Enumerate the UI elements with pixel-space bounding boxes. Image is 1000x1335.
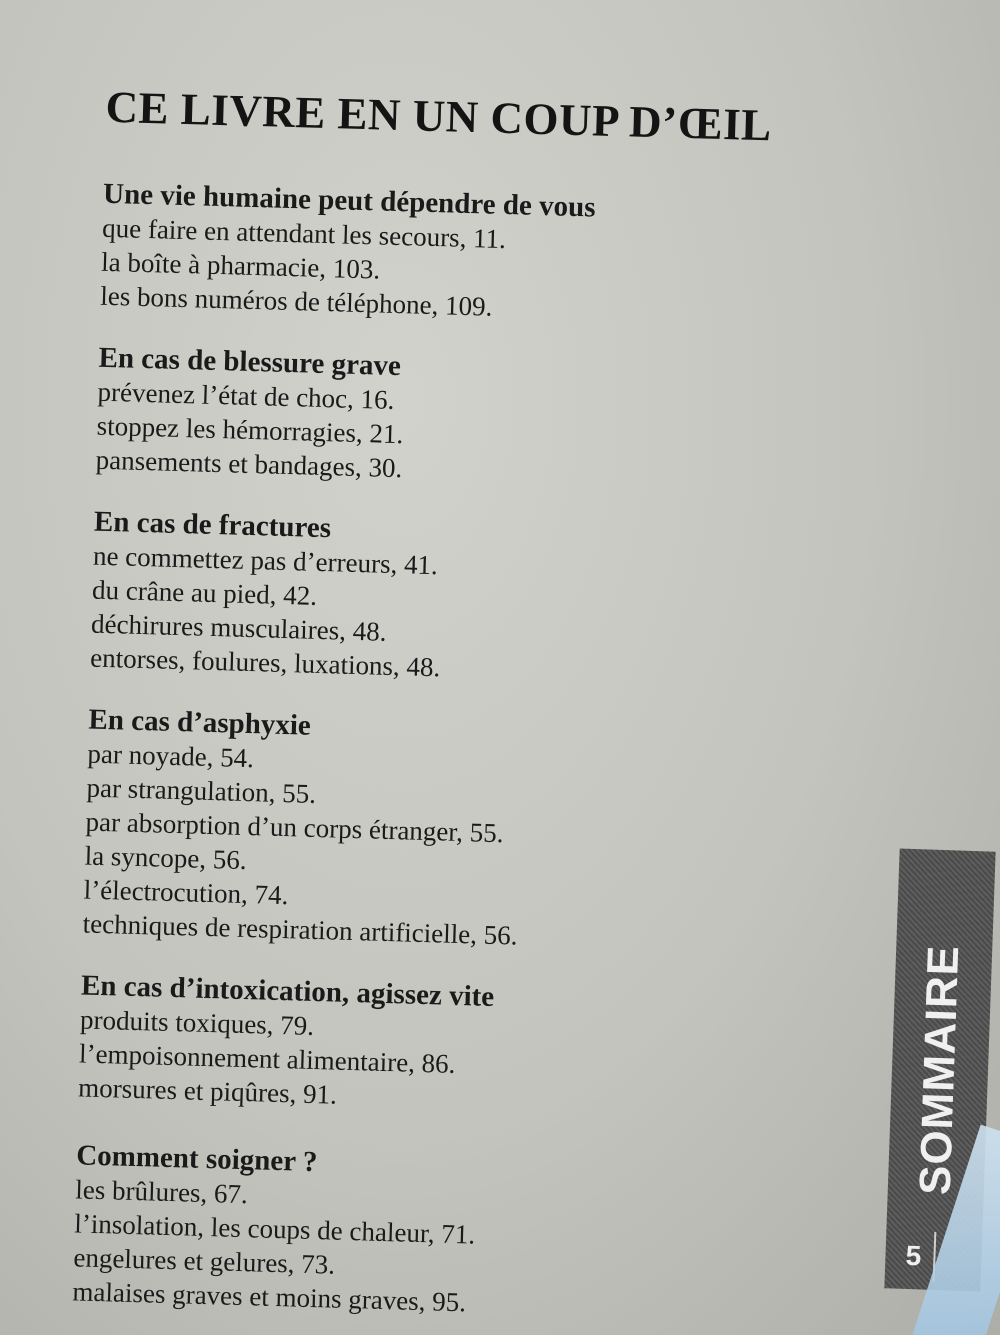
list-item: stoppez les hémorragies, 21.: [96, 410, 404, 450]
list-item: déchirures musculaires, 48.: [90, 608, 387, 647]
list-item: la boîte à pharmacie, 103.: [100, 246, 381, 285]
section-how-to-treat: [72, 1138, 477, 1319]
section-heading: En cas d’intoxication, agissez vite: [80, 969, 495, 1013]
list-item: morsures et piqûres, 91.: [77, 1072, 338, 1110]
list-item: les bons numéros de téléphone, 109.: [99, 280, 493, 322]
section-heading: Une vie humaine peut dépendre de vous: [102, 177, 596, 224]
section-heading: En cas de fractures: [93, 505, 332, 545]
list-item: techniques de respiration artificielle, 56.: [82, 908, 518, 951]
section-fractures: [90, 505, 445, 685]
tab-label: SOMMAIRE: [910, 944, 969, 1196]
list-item: prévenez l’état de choc, 16.: [97, 376, 395, 415]
list-item: engelures et gelures, 73.: [73, 1242, 336, 1280]
list-item: par noyade, 54.: [87, 738, 255, 774]
list-item: par absorption d’un corps étranger, 55.: [85, 806, 504, 849]
list-item: l’insolation, les coups de chaleur, 71.: [74, 1208, 476, 1250]
list-item: l’empoisonnement alimentaire, 86.: [78, 1038, 456, 1079]
list-item: l’électrocution, 74.: [83, 874, 289, 911]
section-heading: En cas de blessure grave: [98, 341, 402, 383]
section-heading: En cas d’asphyxie: [88, 703, 312, 742]
list-item: pansements et bandages, 30.: [95, 444, 403, 484]
section-asphyxia: [82, 703, 523, 953]
list-item: par strangulation, 55.: [86, 772, 317, 809]
list-item: ne commettez pas d’erreurs, 41.: [92, 540, 439, 581]
list-item: du crâne au pied, 42.: [91, 574, 318, 611]
list-item: la syncope, 56.: [84, 840, 248, 876]
page-number: 5: [893, 1231, 937, 1282]
list-item: malaises graves et moins graves, 95.: [72, 1276, 467, 1318]
list-item: produits toxiques, 79.: [79, 1004, 315, 1041]
section-intoxication: [78, 968, 495, 1115]
section-life-depends-on-you: [100, 177, 596, 327]
list-item: que faire en attendant les secours, 11.: [101, 212, 507, 255]
section-heading: Comment soigner ?: [75, 1139, 318, 1179]
list-item: entorses, foulures, luxations, 48.: [89, 642, 441, 683]
list-item: les brûlures, 67.: [74, 1174, 249, 1210]
page-title: CE LIVRE EN UN COUP D’ŒIL: [104, 81, 773, 151]
section-serious-injury: [95, 341, 405, 486]
